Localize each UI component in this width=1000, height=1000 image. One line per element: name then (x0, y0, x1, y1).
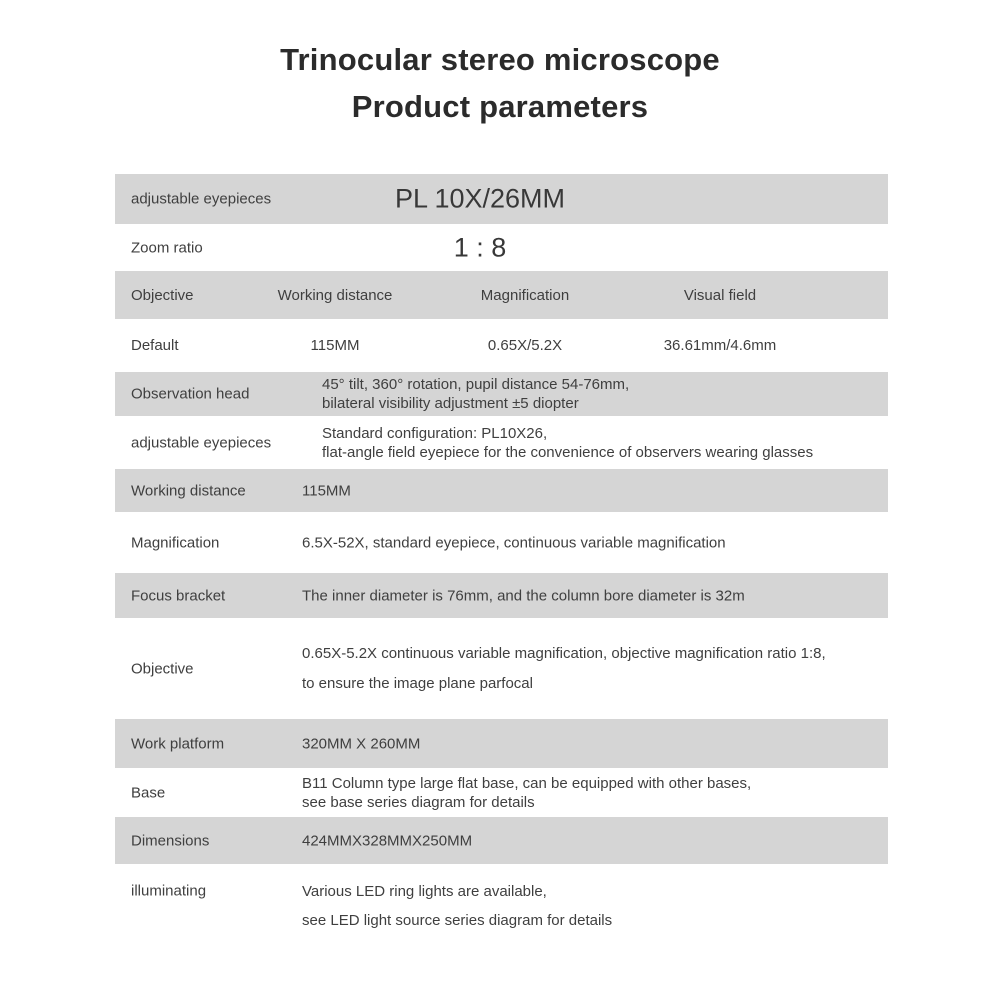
spec-label: Objective (131, 660, 194, 677)
table-row-eyepieces-detail (115, 416, 888, 469)
spec-value-line: 6.5X-52X, standard eyepiece, continuous variable magnification (302, 534, 726, 551)
table-row-focus-bracket (115, 573, 888, 618)
spec-cell: 0.65X/5.2X (487, 337, 563, 354)
table-row-zoom-ratio (115, 224, 888, 271)
spec-label: Dimensions (131, 832, 210, 849)
spec-value-line: 424MMX328MMX250MM (302, 832, 473, 849)
column-header: Objective (131, 286, 194, 304)
spec-label: Magnification (131, 534, 220, 551)
spec-value-line: see base series diagram for details (302, 793, 535, 811)
spec-table (115, 174, 888, 939)
spec-value-line: Standard configuration: PL10X26, (322, 424, 548, 442)
table-row-illuminating (115, 864, 888, 939)
spec-value-line: to ensure the image plane parfocal (302, 674, 533, 692)
table-row-work-platform (115, 719, 888, 768)
spec-value (302, 774, 751, 812)
spec-value (302, 877, 612, 935)
table-row-dimensions (115, 817, 888, 864)
spec-value: PL 10X/26MM (394, 183, 566, 214)
spec-value (322, 424, 813, 462)
spec-label: Zoom ratio (131, 239, 203, 256)
table-row-working-distance (115, 469, 888, 512)
spec-value (302, 639, 826, 699)
spec-value-line: Various LED ring lights are available, (302, 883, 547, 900)
table-row-objective-detail (115, 618, 888, 719)
spec-value: 1 : 8 (453, 232, 507, 262)
table-row-eyepieces-model (115, 174, 888, 224)
spec-value-line: see LED light source series diagram for details (302, 912, 613, 929)
column-header: Magnification (480, 286, 570, 304)
spec-value (302, 734, 420, 753)
spec-value-line: 45° tilt, 360° rotation, pupil distance 54-76mm, (322, 376, 630, 393)
spec-value-line: flat-angle field eyepiece for the convenience of observers wearing glasses (322, 443, 814, 461)
spec-value (302, 831, 472, 850)
spec-value-line: 115MM (302, 482, 351, 499)
spec-cell: Default (131, 337, 179, 354)
spec-label: illuminating (131, 882, 207, 900)
table-row-default-values (115, 319, 888, 372)
page-header (0, 0, 1000, 130)
column-header: Working distance (277, 286, 393, 304)
page-title: Trinocular stereo microscope (280, 42, 720, 77)
table-row-base (115, 768, 888, 817)
spec-value-line: bilateral visibility adjustment ±5 diopter (322, 395, 579, 412)
spec-value-line: 0.65X-5.2X continuous variable magnification, objective magnification ratio 1:8, (302, 644, 826, 662)
column-header: Visual field (683, 286, 757, 304)
table-row-magnification (115, 512, 888, 573)
spec-value (322, 375, 629, 413)
page-subtitle: Product parameters (351, 89, 649, 124)
spec-label: adjustable eyepieces (131, 190, 272, 208)
spec-value-line: The inner diameter is 76mm, and the column bore diameter is 32m (302, 587, 745, 604)
spec-value-line: B11 Column type large flat base, can be equipped with other bases, (302, 774, 752, 792)
spec-value (302, 481, 351, 500)
table-row-objective-header (115, 271, 888, 319)
table-row-observation-head (115, 372, 888, 416)
spec-value-line: 320MM X 260MM (302, 735, 421, 752)
spec-label: adjustable eyepieces (131, 434, 272, 451)
spec-label: Working distance (131, 482, 246, 499)
spec-label: Work platform (131, 735, 225, 752)
spec-value (302, 586, 745, 605)
spec-label: Base (131, 784, 166, 801)
spec-label: Observation head (131, 385, 250, 403)
spec-label: Focus bracket (131, 587, 226, 604)
spec-cell: 36.61mm/4.6mm (663, 337, 777, 354)
spec-cell: 115MM (310, 337, 360, 354)
spec-value (302, 533, 726, 552)
